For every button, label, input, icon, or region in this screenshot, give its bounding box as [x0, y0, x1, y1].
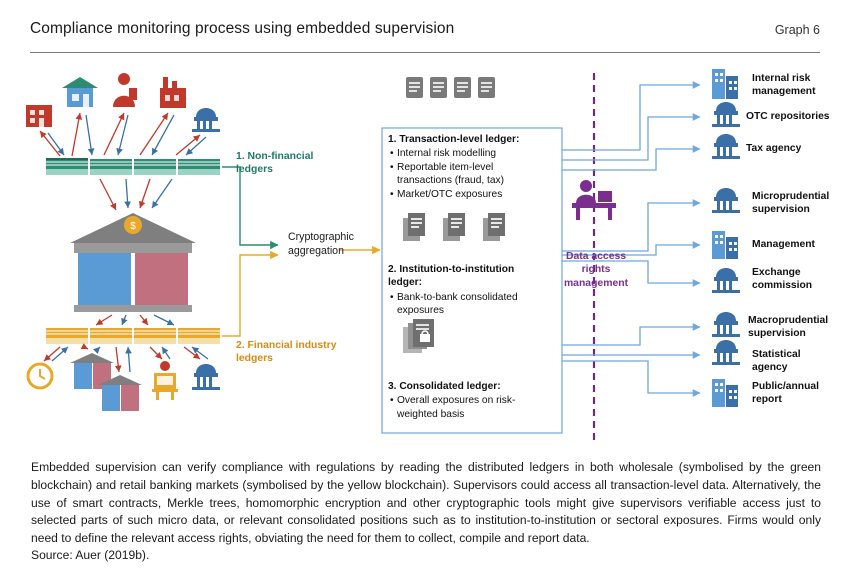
- ledger-item-3-bullet-1: • Overall exposures on risk-weighted basis: [397, 394, 548, 421]
- output-label-1: Internal risk management: [752, 73, 816, 97]
- house-icon: [62, 77, 98, 107]
- ledger-item-3: [388, 380, 548, 421]
- ledger-item-1-bullet-3: • Market/OTC exposures: [397, 188, 548, 201]
- ledger-item-2-title: 2. Institution-to-institution ledger:: [388, 264, 515, 289]
- arrows-top-cluster: [40, 113, 206, 156]
- label-cryptographic-aggregation: [288, 231, 380, 258]
- label-financial-industry-ledgers-line2: ledgers: [236, 353, 273, 365]
- page-title: Compliance monitoring process using embedded supervision: [30, 20, 455, 37]
- ledger-item-3-title: 3. Consolidated ledger:: [388, 381, 501, 392]
- graph-number: Graph 6: [774, 23, 820, 37]
- output-icon-3: [712, 134, 740, 159]
- output-label-3: Tax agency: [746, 143, 802, 154]
- arrows-chain-bank: [100, 179, 172, 210]
- output-icon-9: [712, 379, 738, 407]
- ledger-item-3-bullets: [388, 394, 548, 421]
- label-crypto-line2: aggregation: [288, 244, 344, 257]
- ledger-item-1-bullet-1: • Internal risk modelling: [397, 147, 548, 160]
- ledger-item-1-bullets: [388, 147, 548, 201]
- output-label-2: OTC repositories: [746, 111, 830, 122]
- source-line: Source: Auer (2019b).: [31, 548, 150, 562]
- ledger-item-2-bullet-1: • Bank-to-bank consolidated exposures: [397, 291, 548, 318]
- output-icon-8: [712, 340, 740, 365]
- retail-institution-icon: [192, 364, 220, 390]
- svg-text:$: $: [130, 221, 136, 232]
- ledger-item-2: [388, 263, 548, 318]
- ledger-item-1-title: 1. Transaction-level ledger:: [388, 134, 520, 145]
- output-icon-6: [712, 268, 740, 293]
- output-icon-2: [712, 102, 740, 127]
- diagram-canvas: [0, 55, 850, 455]
- label-data-access-rights-management: [561, 250, 631, 290]
- output-icon-4: [712, 188, 740, 213]
- green-blockchain: [46, 158, 220, 175]
- label-data-access-line1: Data access: [565, 251, 627, 262]
- output-arrows: [562, 85, 700, 393]
- factory-icon: [160, 77, 186, 108]
- output-label-5: Management: [752, 239, 815, 250]
- output-label-6: Exchange commission: [752, 267, 813, 291]
- label-financial-industry-ledgers-line1: 2. Financial industry: [236, 340, 337, 351]
- arrows-bank-yellowchain: [96, 315, 174, 325]
- label-non-financial-ledgers: [236, 150, 326, 177]
- output-icon-1: [712, 69, 738, 99]
- retail-desk-icon: [152, 361, 178, 400]
- label-non-financial-ledgers-line1: 1. Non-financial: [236, 151, 314, 162]
- building-icon-red: [26, 105, 52, 127]
- ledger-item-1: [388, 133, 548, 201]
- label-data-access-line2: rights: [581, 264, 611, 276]
- arrows-bottom-cluster: [44, 347, 208, 372]
- output-label-9: Public/annual report: [752, 381, 819, 405]
- label-crypto-line1: Cryptographic: [288, 231, 354, 243]
- yellow-blockchain: [46, 328, 220, 344]
- label-data-access-line3: management: [563, 277, 629, 289]
- label-non-financial-ledgers-line2: ledgers: [236, 164, 273, 176]
- output-label-7: Macroprudential supervision: [748, 315, 829, 339]
- label-financial-industry-ledgers: [236, 339, 341, 366]
- transaction-blocks-icon: [406, 77, 495, 98]
- output-icon-5: [712, 231, 738, 259]
- central-bank-icon: [70, 213, 196, 312]
- institution-icon-blue: [192, 108, 220, 132]
- output-label-8: Statistical agency: [752, 349, 801, 373]
- institution-ledger-icons: [403, 213, 505, 241]
- output-label-4: Microprudential supervision: [752, 191, 830, 215]
- footnote: Embedded supervision can verify compliance with regulations by reading the distributed ledgers in both wholesale (symbolised by the green blockchain) and retail banking markets (symbolised by the yellow blockchain). Supervisors could access all transaction-level data. Alternatively, the use of smart contracts, Merkle trees, homomorphic encryption and other cryptographic tools might give supervisors verifiable access just to selected parts of such micro data, or relevant consolidated positions such as to institution-to-institution or sectoral exposures. Firms would only need to define the relevant access rights, obviating the need for them to collect, compile and report data.: [31, 460, 821, 546]
- consolidated-ledger-lock-icon: [403, 319, 434, 353]
- ledger-item-1-bullet-2: • Reportable item-level transactions (fraud, tax): [397, 161, 548, 188]
- retail-clock-icon: [28, 364, 52, 388]
- page-header: [30, 20, 820, 53]
- output-icon-7: [712, 312, 740, 337]
- ledger-item-2-bullets: [388, 291, 548, 318]
- person-icon: [113, 73, 137, 107]
